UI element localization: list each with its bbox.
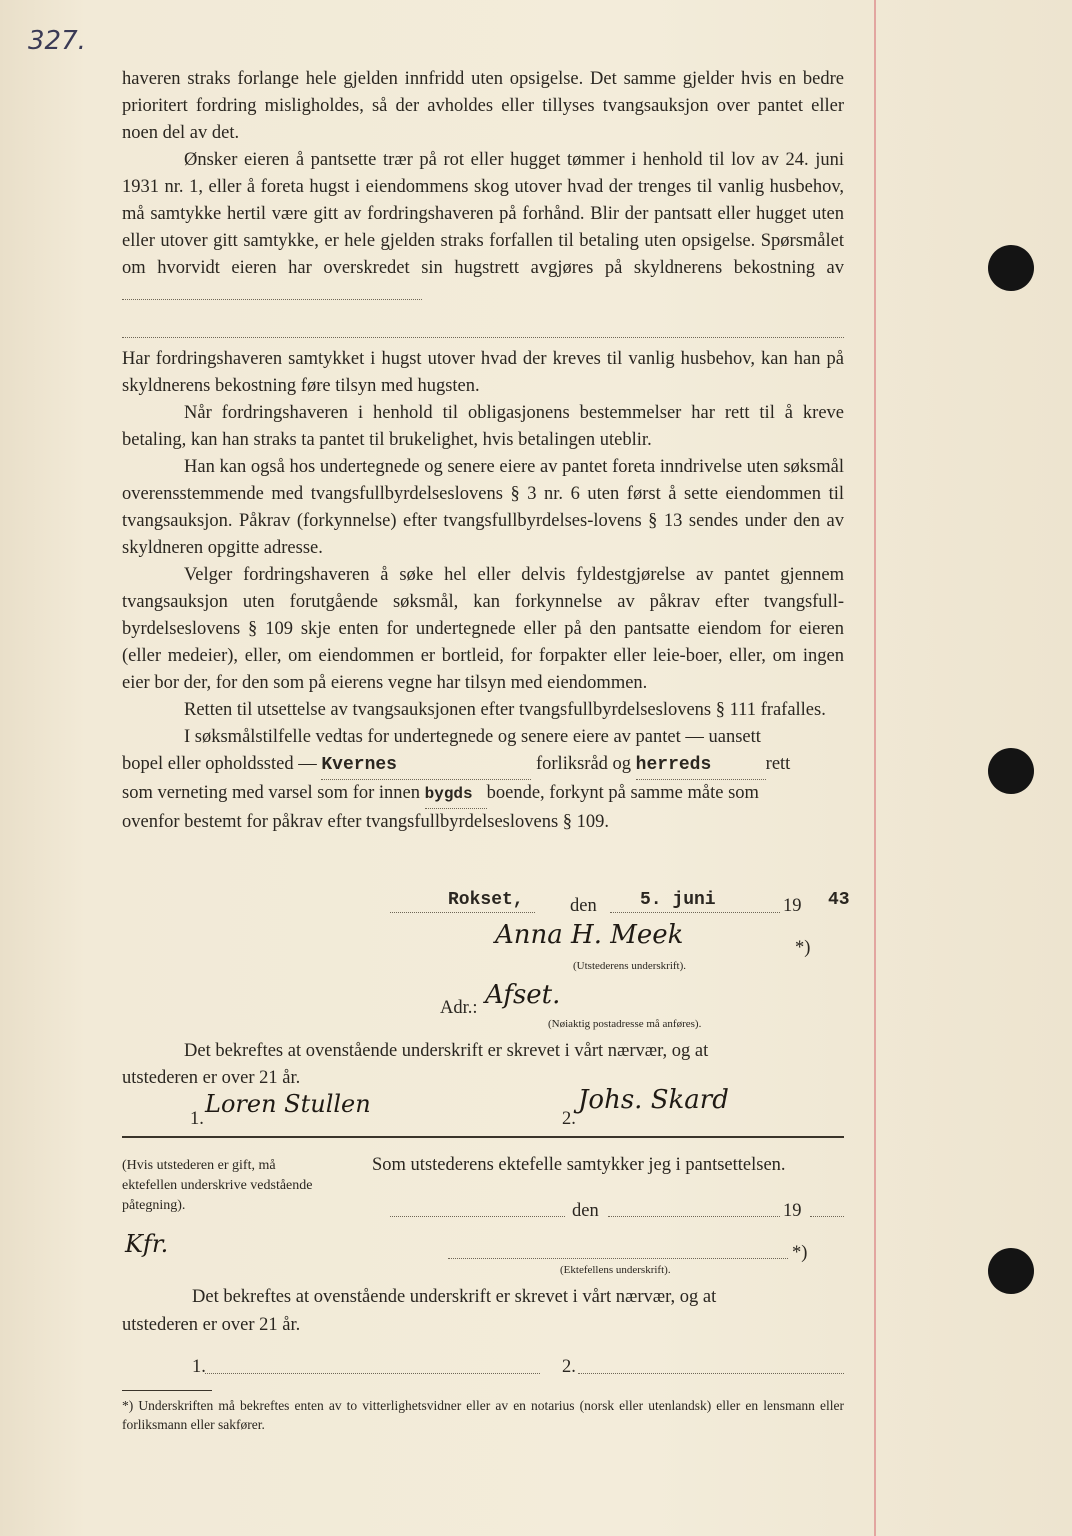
punch-hole [988, 748, 1034, 794]
date-den: den [570, 896, 597, 916]
witness-2-signature: Johs. Skard [578, 1085, 729, 1115]
dotted-line [610, 912, 780, 913]
footnote: *) Underskriften må bekreftes enten av to vitterlighetsvidner eller av en notarius (norsk eller utenlandsk) eller en lensmann eller forliksmann eller sakfører. [122, 1398, 844, 1432]
dotted-line [578, 1373, 844, 1374]
witness-text: Det bekreftes at ovenstående underskrift er skrevet i vårt nærvær, og at [184, 1041, 709, 1061]
paragraph: Han kan også hos undertegnede og senere eiere av pantet foreta inndrivelse uten søksmål overensstemmende med tvangsfullbyrdelseslovens § 3 nr. 6 uten først å sette eiendommen til tvangsauksjon. Påkrav (forkynnelse) efter tvangsfullbyrdelses-lovens § 13 sendes under den av skyldneren opgitte adresse. [122, 457, 844, 558]
footnote-mark: *) [795, 938, 811, 958]
paragraph: Retten til utsettelse av tvangsauksjonen efter tvangsfullbyrdelseslovens § 111 frafalles. [184, 700, 826, 720]
witness-1-label: 1. [190, 1109, 204, 1129]
spouse-witness-2-label: 2. [562, 1357, 576, 1377]
witness-2-label: 2. [562, 1109, 576, 1129]
paragraph: Når fordringshaveren i henhold til obligasjonens bestemmelser har rett til å kreve betaling, kan han straks ta pantet til brukelighet, hvis betalingen uteblir. [122, 403, 844, 450]
dotted-line [122, 309, 844, 338]
witness-1-signature: Loren Stullen [205, 1090, 371, 1118]
venue-line: I søksmålstilfelle vedtas for undertegnede og senere eiere av pantet — uansett [184, 727, 761, 747]
document-body [122, 66, 844, 836]
court-type: herreds [636, 752, 766, 780]
court-name: Kvernes [321, 752, 531, 780]
paragraph: Ønsker eieren å pantsette trær på rot eller hugget tømmer i henhold til lov av 24. juni 1931 nr. 1, eller å foreta hugst i eiendommens skog utover hvad der trenges til vanlig husbehov, må samtykke hertil være gitt av fordringshaveren på forhånd. Blir der pantsatt eller hugget uten eller utover gitt samtykke, er hele gjelden straks forfallen til betaling uten opsigelse. Spørsmålet om hvorvidt eieren har overskredet sin hugstrett avgjøres på skyldnerens bekostning av [122, 147, 844, 309]
page-number: 327. [28, 26, 86, 56]
venue-line: bopel eller opholdssted — Kvernes forliksråd og herreds rett [122, 751, 844, 780]
year-suffix: 43 [828, 890, 850, 910]
spouse-den: den [572, 1201, 599, 1221]
dotted-line [390, 1216, 565, 1217]
spouse-star: *) [792, 1243, 808, 1263]
issuer-signature: Anna H. Meek [495, 920, 684, 950]
spouse-side-note: (Hvis utstederen er gift, må ektefellen underskrive vedstående påtegning). [122, 1158, 313, 1213]
address-caption: (Nøiaktig postadresse må anføres). [548, 1018, 702, 1030]
dotted-line [448, 1258, 788, 1259]
punch-hole [988, 1248, 1034, 1294]
spouse-witness-1-label: 1. [192, 1357, 206, 1377]
spouse-consent: Som utstederens ektefelle samtykker jeg i pantsettelsen. [372, 1155, 786, 1175]
dotted-line [608, 1216, 780, 1217]
paragraph: haveren straks forlange hele gjelden innfridd uten opsigelse. Det samme gjelder hvis en bedre prioritert fordring misligholdes, så der avholdes eller tillyses tvangsauksjon over pantet eller noen del av det. [122, 69, 844, 143]
date-day: 5. juni [640, 890, 716, 910]
dotted-line [205, 1373, 540, 1374]
issuer-caption: (Utstederens underskrift). [573, 960, 687, 972]
spouse-witness-text: Det bekreftes at ovenstående underskrift er skrevet i vårt nærvær, og at [192, 1287, 717, 1307]
district-type: bygds [425, 781, 487, 809]
place: Rokset, [448, 890, 524, 910]
spouse-year-prefix: 19 [783, 1201, 802, 1221]
dotted-line [390, 912, 535, 913]
spouse-caption: (Ektefellens underskrift). [560, 1264, 671, 1276]
address-value: Afset. [485, 980, 561, 1010]
year-prefix: 19 [783, 896, 802, 916]
paragraph: Har fordringshaveren samtykket i hugst utover hvad der kreves til vanlig husbehov, kan han på skyldnerens bekostning føre tilsyn med hugsten. [122, 349, 844, 396]
punch-hole [988, 245, 1034, 291]
divider [122, 1136, 844, 1138]
margin-line [874, 0, 876, 1536]
venue-line: som verneting med varsel som for innen bygds boende, forkynt på samme måte som [122, 780, 844, 809]
spouse-mark: Kfr. [125, 1230, 169, 1258]
dotted-line [810, 1216, 844, 1217]
witness-text: utstederen er over 21 år. [122, 1068, 301, 1088]
venue-line: ovenfor bestemt for påkrav efter tvangsfullbyrdelseslovens § 109. [122, 812, 610, 832]
address-label: Adr.: [440, 998, 478, 1018]
paragraph: Velger fordringshaveren å søke hel eller delvis fyldestgjørelse av pantet gjennem tvangsauksjon uten forutgående søksmål, kan forkynnelse av påkrav efter tvangsfull-byrdelseslovens § 109 skje enten for undertegnede eller på den pantsatte eiendom for eieren (eller medeier), eller, om eiendommen er bortleid, for forpakter eller leie-boer, eller, om ingen eier bor der, for den som på eierens vegne har tilsyn med eiendommen. [122, 565, 844, 693]
spouse-witness-text: utstederen er over 21 år. [122, 1315, 301, 1335]
footnote-rule [122, 1390, 212, 1391]
